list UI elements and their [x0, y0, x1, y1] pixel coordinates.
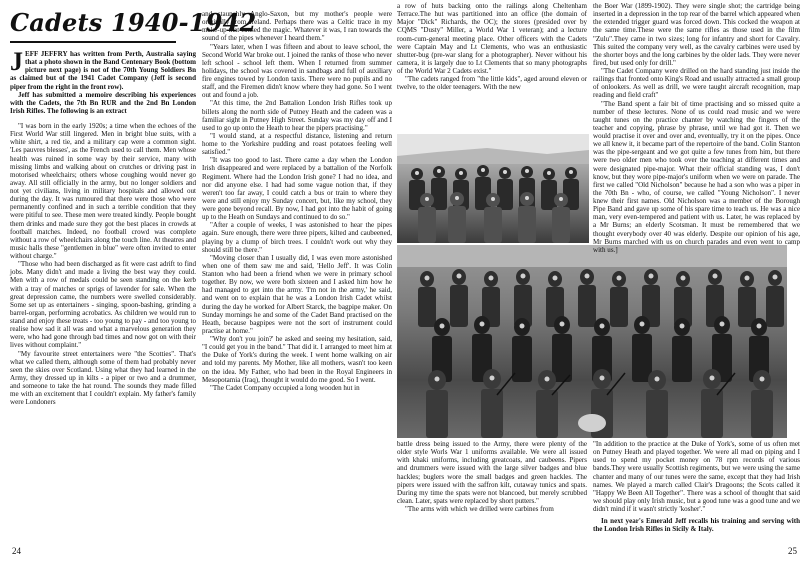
left-column-1	[10, 47, 196, 542]
page-number-left: 24	[12, 546, 21, 556]
paragraph: "It was too good to last. There came a day when the London Irish disappeared and were replaced by a battalion of the Norfolk Regiment. Where had the London Irish gone? I had no idea, and nor did anyone else. I had had some vague notion that, if they weren't too far away, I could catch a bus or train to where they were and still enjoy my Sunday concert, but, like my school, they were gone beyond recall. By now, I had got into the habit of going up to the Heath on Sundays and continued to do so."	[202, 156, 392, 222]
paragraph: "In addition to the practice at the Duke of York's, some of us often met on Putney Heath and played together. We were all mad on piping and I used to spend my pocket money on 78 rpm records of various bands.They were usually Scottish regiments, but we were using the same chanter and many of our tunes were the same, except that they had Irish names. We played a march called Clair's Dragoons; the Scots called it "Happy We Been All Together". There was a school of thought that said we should play only Irish music, but a good tune was a good tune and we didn't mind if it wasn't strictly 'kosher'."	[593, 440, 800, 513]
right-column-2-bottom	[593, 440, 800, 544]
paragraph: "Years later, when I was fifteen and about to leave school, the Second World War broke out. I joined the ranks of those who never left school - school left them. When I returned from summer holidays, the school was covered in sandbags and full of auxiliary fire engines towed by London taxis. There were no pupils and no staff, and the Firemen didn't know where they had gone. So I went out and found a job.	[202, 42, 392, 100]
title-underline	[10, 41, 176, 43]
paragraph: "The arms with which we drilled were carbines from	[405, 505, 554, 513]
article-title: Cadets 1940-1942	[10, 8, 257, 37]
paragraph: "The Cadet Company were drilled on the hard standing just inside the railings that fronted onto King's Road and usually attracted a small group of onlookers. As well as drill, we were taught aircraft recognition, map reading and field craft"	[593, 67, 800, 100]
right-page	[397, 0, 810, 562]
right-column-2-top	[593, 2, 800, 254]
cadet-band-photo	[397, 245, 787, 438]
right-column-1-bottom	[397, 440, 587, 544]
paragraph: the Boer War (1899-1902). They were single shot; the cartridge being inserted in a depression in the top rear of the barrel which appeared when the extended trigger guard was forced down. This cocked the weapon at the same time.These were the same rifles as those used in the film "Zulu".They came in two sizes; long for infantry and short for Cavalry. This suited the company very well, as the cavalry carbines were used by the shorter boys and the long carbines by the older lads. They were never fired, but used only for drill."	[593, 2, 800, 67]
paragraph: "Why don't you join?' he asked and seeing my hesitation, said, "I could get you in the band." That did it. I arranged to meet him at the Duke of York's during the week. I went home walking on air and told my parents. My Mother, like all mothers, wasn't too keen on the idea. My Father, who had been in the Royal Engineers in Mesopotamia (Iraq), thought it would do me good. So I went.	[202, 335, 392, 384]
paragraph: battle dress being issued to the Army, there were plenty of the older style Worls War 1 uniforms available. We were all issued with khaki uniforms, including greatcoats, and caubeens. Pipers and drummers were issued with the large silver badges and blue hackles; buglers wore the small badges and green hackles. The pipers were issued with the saffron kilt, cutaway tunics and spats. During my time the spats were not blancoed, but merely scrubbed clean. Later, spats were replaced by short putters."	[397, 440, 587, 505]
paragraph: "At this time, the 2nd Battalion London Irish Rifles took up billets along the north side of Putney Heath and the cadeen was a familiar sight in Putney High Street. Sunday was my day off and I used to go up onto the Heath to hear the pipers practising."	[202, 99, 392, 132]
closing-note: In next year's Emerald Jeff recalls his training and serving with the London Irish Rifles in Sicily & Italy.	[593, 517, 800, 534]
intro-paragraph-2: Jeff has submitted a memoire describing his experiences with the Cadets, the 7th Bn RUR and the 2nd Bn London Irish Rifles. The following is an extract	[10, 90, 196, 115]
cadets-group-photo	[397, 134, 589, 243]
paragraph: "I was born in the early 1920s; a time when the echoes of the First World War still lingered. Men in bright blue suits, with a white shirt, a red tie, and a military cap were a common sight. 'Les pauvres blesses', as the French used to call them. Men whose health was ruined in some way by their service, many with missing limbs and walking about on crutches or driving past in motorised wheelchairs; others whose coughing would never go away. All still officially in the army, but no longer soldiers and not yet civilians, living in military hospitals and allowed out during the day. It was rumoured that there were those who were permanently confined and in such a terrible condition that they were pitiful to see. These men were treated kindly. People bought them drinks and made sure they got the best places in crowds at football matches. Indeed, no football crowd was complete without a row of wheelchairs along the touch line. At theatres and music halls these "gentlemen in blue" were often invited to enter without charge."	[10, 122, 196, 260]
paragraph: a row of huts backing onto the railings along Cheltenham Terrace.The hut was partitioned into an office (the domain of Major "Dick" Richards, the OC); the stores (presided over by CQMS "Dusty" Miller, a World War 1 veteran); and a lecture room-cum-general meeting place. Other officers with the Cadets were Captain May and Lt Clements, who was an enthusiastic shutter-bug (pre-war slang for a photographer). Never without his camera, it is largely due to Lt Clements that so many photographs of the World War 2 Cadets exist."	[397, 2, 587, 75]
left-column-2	[202, 10, 392, 542]
paragraph: "I would stand, at a respectful distance, listening and return home to the Yorkshire pudding and roast potatoes feeling well satisfied."	[202, 131, 392, 157]
paragraph: "My favourite street entertainers were "the Scotties". That's what we called them, although some of them had probably never seen the skies over Scotland. Using what they had learned in the Army, they dressed up in kilts - a piper or two and a drummer, and someone to take the hat round. The sounds they made filled me with an excitement that I couldn't explain. My father's family were Londoners	[10, 349, 196, 407]
intro-paragraph: JEFF JEFFRY has written from Perth, Australia saying that a photo shown in the Band Centenary Book (bottom picture next page) is not of the 70th Young Soldiers Bn as claimed but of the 1941 Cadet Company (Jeff is second piper from the right in the front row). Jeff has submitted a memoire describing his experiences with the Cadets, the 7th Bn RUR and the 2nd Bn London Irish Rifles. The following is an extract	[10, 47, 196, 115]
paragraph: "Those who had been discharged as fit were cast adrift to find jobs. Many didn't and made a living the best way they could. Men with a row of medals could be seen standing on the kerb with a tray of matches or sprigs of lavender for sale. When the great depression came, the numbers were swelled considerably. Some set up as entertainers - singing, spoon-bashing, grinding a barrel-organ, performing acrobatics. As children we would run to stand and enjoy these treats - too young to pay - and too young to realise how sad it all was and what a marvelous generation they were, who had gone through bad times and now got on with their lives without complaint."	[10, 260, 196, 350]
paragraph: and staunchly Anglo-Saxon, but my mother's people were originally from Ireland. Perhaps there was a Celtic trace in my make-up that caused the magic. Whatever it was, I ran towards the sound of the pipes whenever I heard them."	[202, 10, 392, 43]
paragraph: "The cadets ranged from "the little kids", aged around eleven or twelve, to the older teenagers. With the new	[397, 75, 587, 92]
paragraph: "Moving closer than I usually did, I was even more astonished when one of them saw me and said, 'Hello Jeff'. It was Colin Stanton who had been a friend when we were in primary school together. By now, we were both sixteen and I asked him how he had managed to get into the army. 'I'm not in the army,' he said, and went on to explain that he was a London Irish Cadet whilst during the day he worked for Albert Starck, the bagpipe maker. On Sunday mornings he and some of the Cadet Band practised on the Heath, because bagpipes were not the sort of instrument could practise at home."	[202, 253, 392, 335]
paragraph: "The Band spent a fair bit of time practising and so missed quite a number of these lectures. None of us could read music and we were taught tunes on the practice chanter by watching the fingers of the teacher and copying, phrase by phrase, until we had got it. Then we would practise it over and over and, eventually, try it on the pipes. Once we all knew it, it became part of the repertoire of the band. Colin Stanton was the pipe-sergeant and we got quite a few tunes from him, but there were two older men who took over the teaching at different times and were designated pipe-major. What their official standing was, I don't know, but they wore pipe-major's uniform when we were on parade. The first we called "Old Nicholson" because he had a son who was a piper in the 70th Bn - who, of course, we called "Young Nicholson". I never knew their first names. Old Nicholson was a member of the Borough Pipe Band and gave up some of his spare time to teach us. He was a nice man, very even-tempered and patient with us. Later, he was replaced by a Mr Burns; an elderly Scotsman. It must be remembered that we thought everybody over 40 was elderly. Despite our opinion of his age, Mr Burns marched with us on church parades and even went to camp with us.]	[593, 99, 800, 254]
page-number-right: 25	[788, 546, 797, 556]
right-column-1-top	[397, 2, 587, 134]
drop-cap: J	[10, 47, 23, 76]
paragraph: "The Cadet Company occupied a long wooden hut in	[210, 383, 360, 392]
paragraph: "After a couple of weeks, I was astonished to hear the pipes again. Sure enough, there were three pipers, kilted and caubeened, playing by a clump of birch trees. I couldn't work out why they should still be there."	[202, 221, 392, 254]
